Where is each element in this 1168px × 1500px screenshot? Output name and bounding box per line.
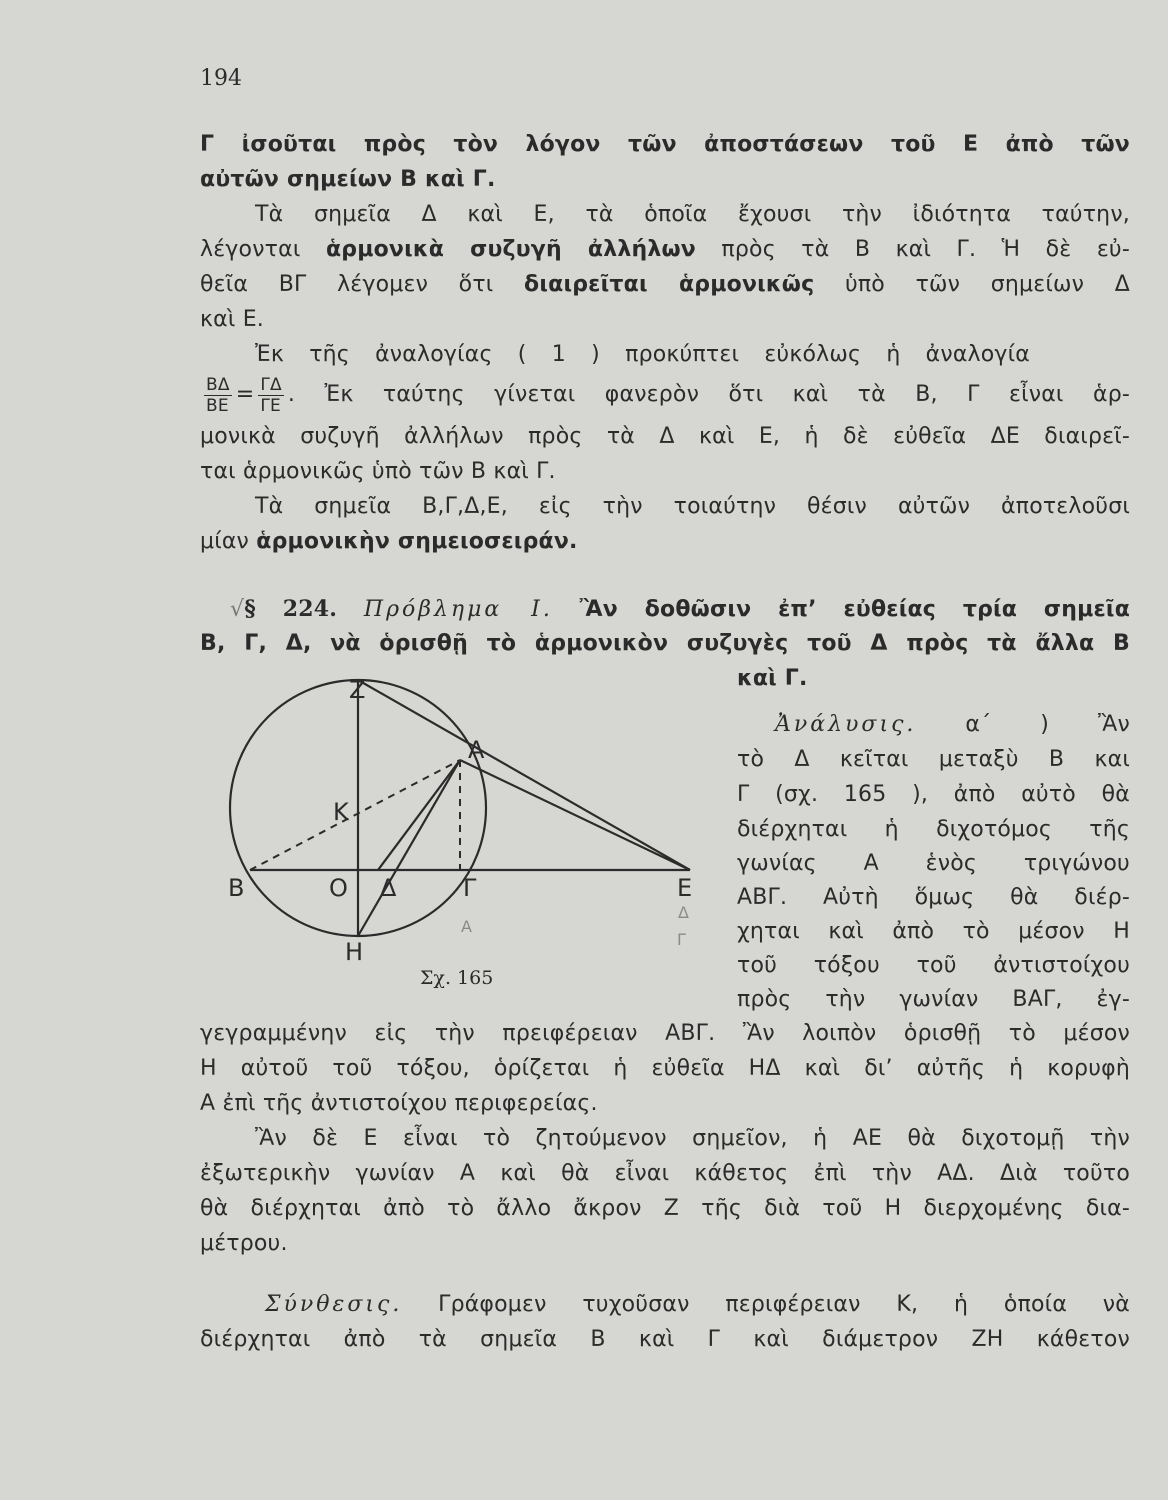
text-line: μονικὰ συζυγῆ ἀλλήλων πρὸς τὰ Δ καὶ Ε, ἡ δὲ εὐθεῖα ΔΕ διαιρεῖ-	[200, 424, 1130, 449]
text-line: γωνίας Α ἑνὸς τριγώνου	[737, 851, 1130, 876]
line-ae	[460, 760, 690, 870]
fraction: $\frac{\Gamma\Delta}{\Gamma E}$	[260, 374, 282, 416]
term-harmonic-division: διαιρεῖται ἁρμονικῶς	[524, 272, 815, 297]
label-g: Γ	[463, 874, 477, 902]
text-line: Σύνθεσις. Γράφομεν τυχοῦσαν περιφέρειαν Κ, ἡ ὁποία νὰ	[265, 1292, 1130, 1317]
text-line: γεγραμμένην εἰς τὴν πρειφέρειαν ΑΒΓ. Ἂν λοιπὸν ὁρισθῇ τὸ μέσον	[200, 1021, 1130, 1046]
text-line: ΑΒΓ. Αὐτὴ ὅμως θὰ διέρ-	[737, 885, 1130, 910]
text-line: αὐτῶν σημείων Β καὶ Γ.	[200, 167, 496, 192]
text-line: μέτρου.	[200, 1231, 288, 1256]
text-line: Α ἐπὶ τῆς ἀντιστοίχου περιφερείας.	[200, 1091, 598, 1116]
geometry-diagram	[215, 670, 715, 1000]
text-line: ται ἁρμονικῶς ὑπὸ τῶν Β καὶ Γ.	[200, 459, 556, 484]
label-d: Δ	[380, 874, 397, 902]
pencil-note: Γ	[677, 930, 686, 949]
label-e: Ε	[677, 874, 693, 902]
synthesis-heading: Σύνθεσις.	[265, 1292, 403, 1317]
text-line: χηται καὶ ἀπὸ τὸ μέσον Η	[737, 919, 1130, 944]
pencil-note: Δ	[678, 903, 689, 922]
text-line: Τὰ σημεῖα Δ καὶ Ε, τὰ ὁποῖα ἔχουσι τὴν ἰδιότητα ταύτην,	[255, 202, 1130, 227]
text-line-with-fractions: $\frac{B\Delta}{BE}$ = $\frac{\Gamma\Delta}{\Gamma E}$ . Ἐκ ταύτης γίνεται φανερὸν ὅτι καὶ τὰ Β, Γ εἶναι ἁρ-	[206, 374, 1130, 416]
analysis-heading: Ἀνάλυσις.	[775, 712, 917, 737]
label-z: Z	[349, 676, 366, 704]
label-h: Η	[345, 938, 364, 966]
pencil-check-mark: √	[230, 597, 245, 622]
text-line: Γ ἰσοῦται πρὸς τὸν λόγον τῶν ἀποστάσεων τοῦ Ε ἀπὸ τῶν	[200, 132, 1130, 157]
problem-title: Πρόβλημα Ι.	[363, 597, 553, 622]
text-line: τοῦ τόξου τοῦ ἀντιστοίχου	[737, 953, 1130, 978]
text-line: μίαν ἁρμονικὴν σημειοσειράν.	[200, 529, 578, 554]
term-harmonic-range: ἁρμονικὴν σημειοσειράν.	[256, 529, 578, 554]
label-b: Β	[228, 874, 245, 902]
text-line: Τὰ σημεῖα Β,Γ,Δ,Ε, εἰς τὴν τοιαύτην θέσιν αὐτῶν ἀποτελοῦσι	[255, 494, 1130, 519]
text-line: λέγονται ἁρμονικὰ συζυγῆ ἀλλήλων πρὸς τὰ Β καὶ Γ. Ἡ δὲ εὐ-	[200, 237, 1130, 262]
label-o: Ο	[329, 874, 348, 902]
line-ze	[358, 680, 690, 870]
text-line: Γ (σχ. 165 ), ἀπὸ αὐτὸ θὰ	[737, 782, 1130, 807]
label-a: Α	[468, 736, 485, 764]
pencil-note: A	[461, 917, 472, 936]
page-number: 194	[200, 66, 242, 91]
label-k: Κ	[333, 798, 349, 826]
text-line: τὸ Δ κεῖται μεταξὺ Β και	[737, 747, 1130, 772]
text-line: ἐξωτερικὴν γωνίαν Α καὶ θὰ εἶναι κάθετος ἐπὶ τὴν ΑΔ. Διὰ τοῦτο	[200, 1161, 1130, 1186]
text-line: Ἂν δὲ Ε εἶναι τὸ ζητούμενον σημεῖον, ἡ ΑΕ θὰ διχοτομῇ τὴν	[255, 1126, 1130, 1151]
line-ad	[378, 760, 460, 870]
text-line: Ἐκ τῆς ἀναλογίας ( 1 ) προκύπτει εὐκόλως ἡ ἀναλογία	[255, 342, 1030, 367]
problem-heading: √§ 224. Πρόβλημα Ι. Ἂν δοθῶσιν ἐπ’ εὐθείας τρία σημεῖα	[230, 596, 1131, 622]
fraction: $\frac{B\Delta}{BE}$	[206, 374, 230, 416]
line-ah	[358, 760, 460, 936]
text-line: διέρχηται ἀπὸ τὰ σημεῖα Β καὶ Γ καὶ διάμετρον ΖΗ κάθετον	[200, 1327, 1130, 1352]
text-line: Β, Γ, Δ, νὰ ὁρισθῇ τὸ ἁρμονικὸν συζυγὲς τοῦ Δ πρὸς τὰ ἄλλα Β	[200, 631, 1130, 656]
text-line: Ἀνάλυσις. α΄ ) Ἂν	[775, 712, 1130, 737]
text-line: θὰ διέρχηται ἀπὸ τὸ ἄλλο ἄκρον Ζ τῆς διὰ τοῦ Η διερχομένης δια-	[200, 1196, 1130, 1221]
text-line: διέρχηται ἡ διχοτόμος τῆς	[737, 817, 1130, 842]
text-line: Η αὐτοῦ τοῦ τόξου, ὁρίζεται ἡ εὐθεῖα ΗΔ καὶ δι’ αὐτῆς ἡ κορυφὴ	[200, 1056, 1130, 1081]
text-line: καὶ Γ.	[737, 666, 808, 691]
text-line: πρὸς τὴν γωνίαν ΒΑΓ, ἐγ-	[737, 987, 1130, 1012]
figure-caption: Σχ. 165	[420, 967, 494, 989]
text-line: καὶ Ε.	[200, 307, 264, 332]
term-harmonic-conjugates: ἁρμονικὰ συζυγῆ ἀλλήλων	[325, 237, 696, 262]
text-line: θεῖα ΒΓ λέγομεν ὅτι διαιρεῖται ἁρμονικῶς ὑπὸ τῶν σημείων Δ	[200, 272, 1130, 297]
figure-165	[215, 670, 715, 1000]
